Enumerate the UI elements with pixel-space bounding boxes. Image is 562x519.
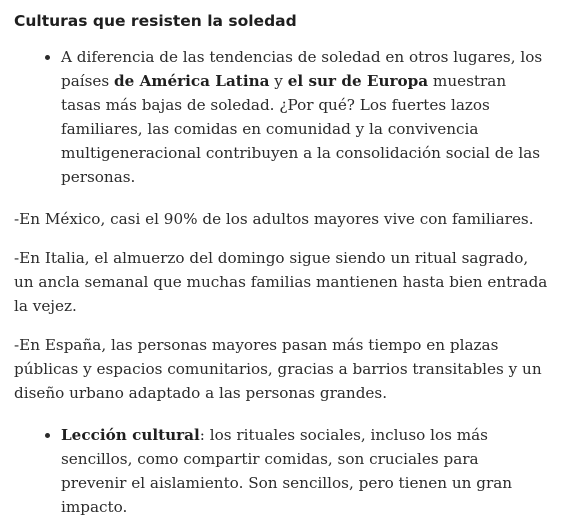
bold-text: de América Latina [114,72,270,90]
bullet-list-lesson [14,423,548,519]
paragraph-espana: -En España, las personas mayores pasan más tiempo en plazas públicas y espacios comunitarios, gracias a barrios transitables y un diseño urbano adaptado a las personas grandes. [14,336,542,402]
text: muestran tasas más bajas de soledad. ¿Por qué? Los fuertes lazos familiares, las comidas en comunidad y la convivencia multigeneracional contribuyen a la consolidación social de las personas. [61,72,541,186]
bold-text: el sur de Europa [287,72,429,90]
list-item [61,45,548,189]
paragraph-italia: -En Italia, el almuerzo del domingo sigue siendo un ritual sagrado, un ancla semanal que muchas familias mantienen hasta bien entrada la vejez. [14,249,548,315]
text: y [269,72,288,90]
paragraph-mexico: -En México, casi el 90% de los adultos mayores vive con familiares. [14,210,534,228]
text: : los rituales sociales, incluso los más sencillos, como compartir comidas, son cruciales para prevenir el aislamiento. Son sencillos, pero tienen un gran impacto. [61,426,513,516]
list-item [61,423,548,519]
bullet-list-intro [14,45,548,189]
text: A diferencia de las tendencias de soledad en otros lugares, los países [61,48,543,90]
bold-text: Lección cultural [61,426,200,444]
section-heading: Culturas que resisten la soledad [14,12,297,30]
